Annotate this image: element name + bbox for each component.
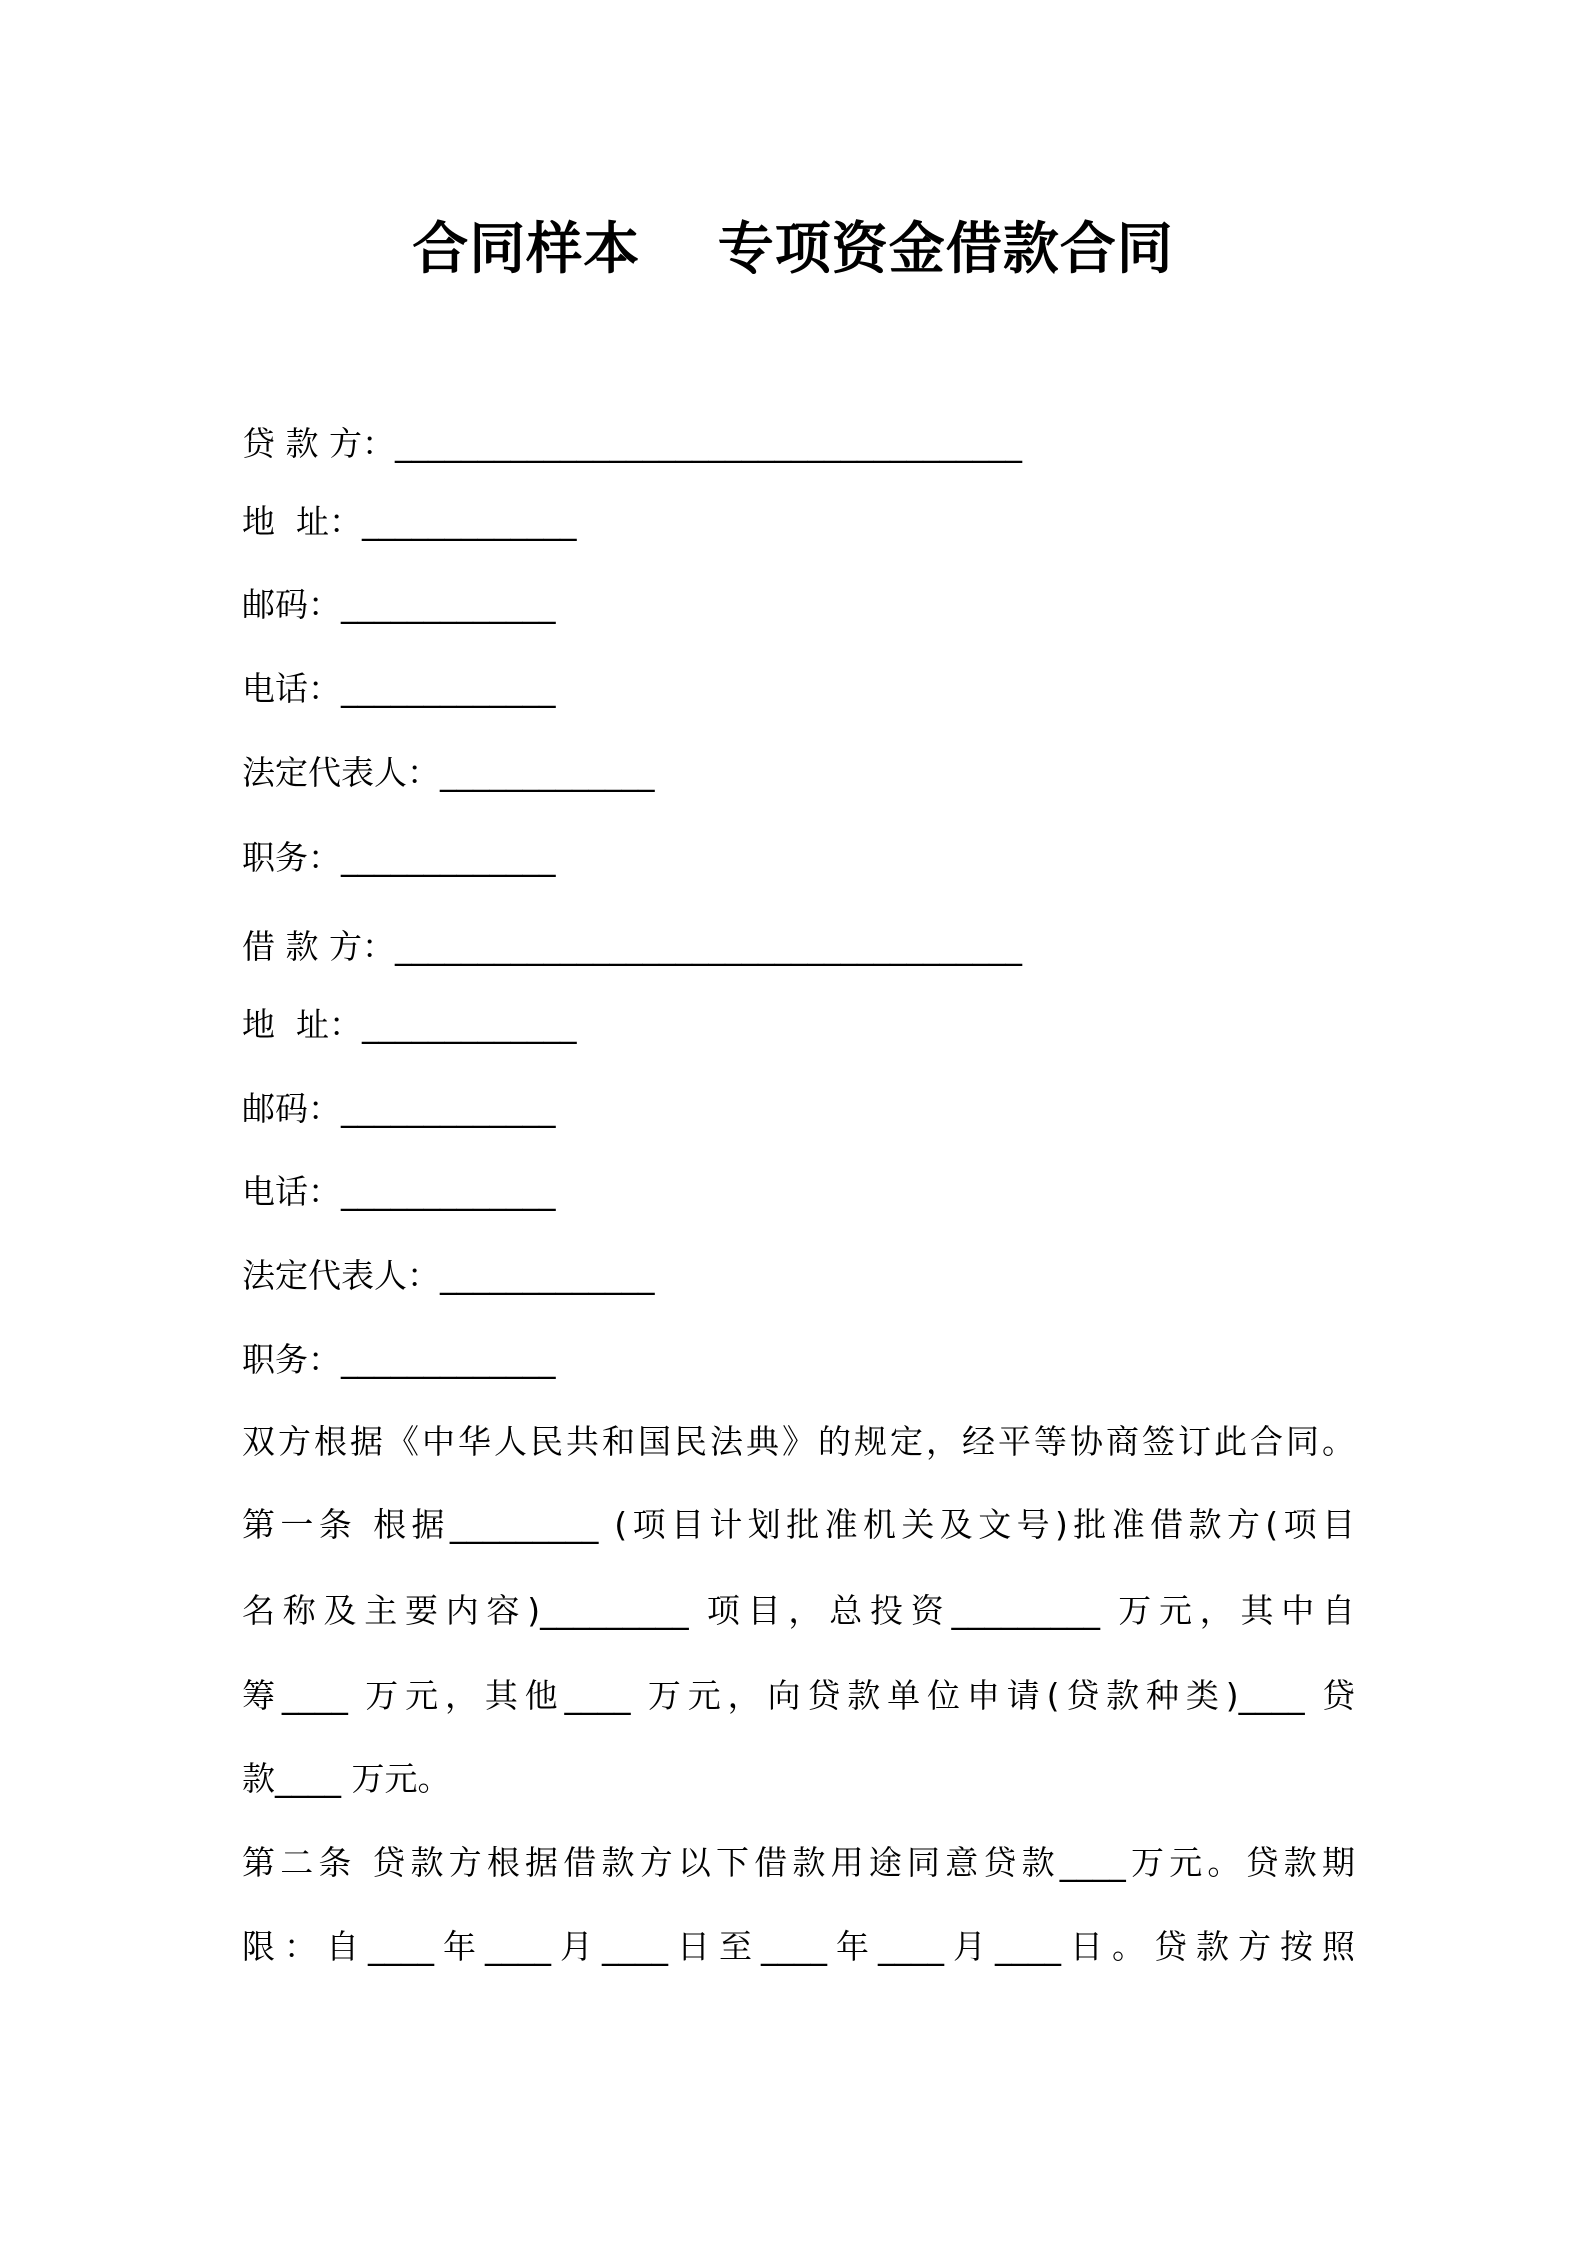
lender-party-field: 贷 款 方：______________________________________ [242, 424, 1022, 463]
borrower-phone-field: 电话：_____________ [242, 1172, 556, 1211]
lender-position-field: 职务：_____________ [242, 838, 556, 877]
article-1-line: 款____ 万元。 [242, 1759, 451, 1798]
lender-phone-field: 电话：_____________ [242, 669, 556, 708]
lender-legal-rep-field: 法定代表人：_____________ [242, 753, 655, 792]
borrower-position-field: 职务：_____________ [242, 1340, 556, 1379]
document-title: 合同样本 专项资金借款合同 [412, 217, 1174, 282]
article-2-line: 第二条 贷款方根据借款方以下借款用途同意贷款____万元。贷款期 [242, 1843, 1355, 1882]
article-2-line: 限：自____年____月____日至____年____月____日。贷款方按照 [242, 1927, 1355, 1966]
borrower-legal-rep-field: 法定代表人：_____________ [242, 1256, 655, 1295]
borrower-postcode-field: 邮码：_____________ [242, 1089, 556, 1128]
article-1-line: 筹____ 万元，其他____ 万元，向贷款单位申请(贷款种类)____ 贷 [242, 1676, 1355, 1715]
borrower-party-field: 借 款 方：______________________________________ [242, 927, 1022, 966]
article-1-line: 第一条 根据_________ (项目计划批准机关及文号)批准借款方(项目 [242, 1505, 1355, 1544]
body-line: 双方根据《中华人民共和国民法典》的规定，经平等协商签订此合同。 [242, 1422, 1355, 1461]
borrower-address-field: 地 址：_____________ [242, 1005, 577, 1044]
article-1-line: 名称及主要内容)_________ 项目，总投资_________ 万元，其中自 [242, 1591, 1355, 1630]
lender-address-field: 地 址：_____________ [242, 502, 577, 541]
lender-postcode-field: 邮码：_____________ [242, 585, 556, 624]
